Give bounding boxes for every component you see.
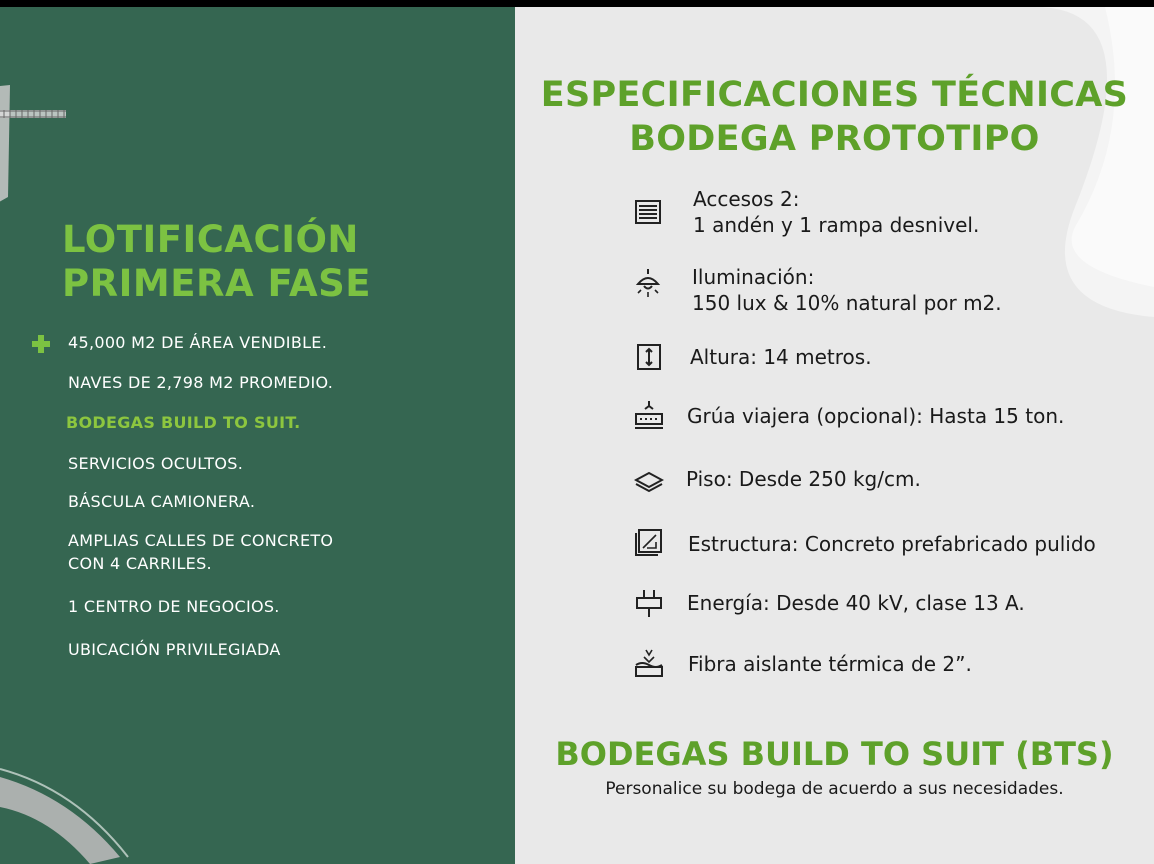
spec-access [693,186,979,238]
spec-crane: Grúa viajera (opcional): Hasta 15 ton. [687,404,1065,428]
feature-item: NAVES DE 2,798 M2 PROMEDIO. [68,373,334,392]
feature-item: AMPLIAS CALLES DE CONCRETO [68,531,334,550]
thermal-insulation-icon [634,648,664,678]
left-section-title [62,218,482,306]
feature-item: 1 CENTRO DE NEGOCIOS. [68,597,280,616]
spec-lighting-line-1: Iluminación: [692,265,815,289]
specs-title-line-1: ESPECIFICACIONES TÉCNICAS [540,75,1129,115]
spec-lighting-line-2: 150 lux & 10% natural por m2. [692,291,1002,315]
feature-item-highlight: BODEGAS BUILD TO SUIT. [66,413,301,432]
left-title-line-1: LOTIFICACIÓN [62,218,359,261]
spec-height: Altura: 14 metros. [690,345,872,369]
feature-item: 45,000 M2 DE ÁREA VENDIBLE. [68,333,328,352]
floor-layers-icon [634,466,664,496]
top-border [0,0,1154,7]
crane-icon [634,400,664,430]
ceiling-lamp-icon [633,268,663,298]
left-title-line-2: PRIMERA FASE [62,262,372,305]
bts-subtitle: Personalice su bodega de acuerdo a sus necesidades. [605,779,1064,799]
bts-title: BODEGAS BUILD TO SUIT (BTS) [555,735,1114,773]
spec-access-line-1: Accesos 2: [693,187,800,211]
power-plug-icon [634,588,664,618]
spec-floor: Piso: Desde 250 kg/cm. [686,467,921,491]
feature-item: UBICACIÓN PRIVILEGIADA [68,640,281,659]
spec-structure: Estructura: Concreto prefabricado pulido [688,532,1096,556]
site-plan-decoration [0,7,515,864]
specs-title-line-2: BODEGA PROTOTIPO [629,119,1040,159]
spec-insulation: Fibra aislante térmica de 2”. [688,652,972,676]
feature-item: SERVICIOS OCULTOS. [68,454,244,473]
height-icon [635,343,665,373]
structure-blueprint-icon [634,528,664,558]
spec-energy: Energía: Desde 40 kV, clase 13 A. [687,591,1025,615]
plus-icon [30,333,52,355]
spec-lighting [692,264,1002,316]
feature-item: BÁSCULA CAMIONERA. [68,492,256,511]
spec-access-line-2: 1 andén y 1 rampa desnivel. [693,213,980,237]
rolling-door-icon [633,197,663,227]
feature-item: CON 4 CARRILES. [68,554,212,573]
left-panel [0,7,515,864]
